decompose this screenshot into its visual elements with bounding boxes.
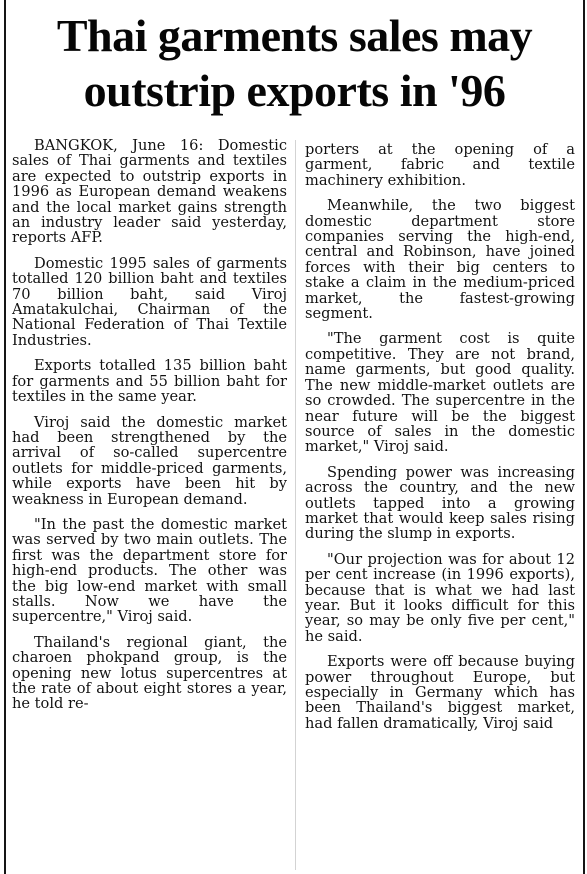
- article-headline: [8, 8, 581, 118]
- left-column: [12, 138, 287, 722]
- paragraph: porters at the opening of a garment, fabric and textile machinery exhibition.: [305, 141, 575, 189]
- paragraph: BANGKOK, June 16: Domestic sales of Thai garments and textiles are expected to outstrip exports in 1996 as European demand weakens and the local market gains strength an industry leader said yesterday, reports AFP.: [12, 137, 287, 247]
- right-border-rule: [583, 0, 585, 874]
- paragraph: Exports totalled 135 billion baht for garments and 55 billion baht for textiles in the same year.: [12, 357, 287, 406]
- paragraph: "In the past the domestic market was served by two main outlets. The first was the department store for high-end products. The other was the big low-end market with small stalls. Now we have the supercentre," Viroj said.: [12, 515, 287, 626]
- paragraph: "Our projection was for about 12 per cent increase (in 1996 exports), because that is what we had last year. But it looks difficult for this year, so may be only five per cent," he said.: [305, 550, 575, 645]
- paragraph: Domestic 1995 sales of garments totalled 120 billion baht and textiles 70 billion baht, said Viroj Amatakulchai, Chairman of the National Federation of Thai Textile Industries.: [12, 254, 287, 349]
- paragraph: Exports were off because buying power throughout Europe, but especially in Germany which has been Thailand's biggest market, had fallen dramatically, Viroj said: [305, 653, 575, 732]
- headline-line-1: Thai garments sales may: [56, 10, 533, 61]
- column-gutter: [295, 140, 296, 870]
- paragraph: Thailand's regional giant, the charoen phokpand group, is the opening new lotus supercentres at the rate of about eight stores a year, he told re-: [12, 633, 287, 713]
- paragraph: Spending power was increasing across the country, and the new outlets tapped into a growing market that would keep sales rising during the slump in exports.: [305, 463, 575, 543]
- paragraph: Meanwhile, the two biggest domestic department store companies serving the high-end, central and Robinson, have joined forces with their big centers to stake a claim in the medium-priced market, the fastest-growing segment.: [305, 197, 575, 323]
- paragraph: Viroj said the domestic market had been strengthened by the arrival of so-called supercentre outlets for middle-priced garments, while exports have been hit by weakness in European demand.: [12, 413, 287, 508]
- right-column: [305, 142, 575, 741]
- left-border-rule: [4, 0, 6, 874]
- paragraph: "The garment cost is quite competitive. They are not brand, name garments, but good quality. The new middle-market outlets are so crowded. The supercentre in the near future will be the biggest source of sales in the domestic market," Viroj said.: [305, 330, 575, 456]
- headline-line-2: outstrip exports in '96: [83, 65, 506, 116]
